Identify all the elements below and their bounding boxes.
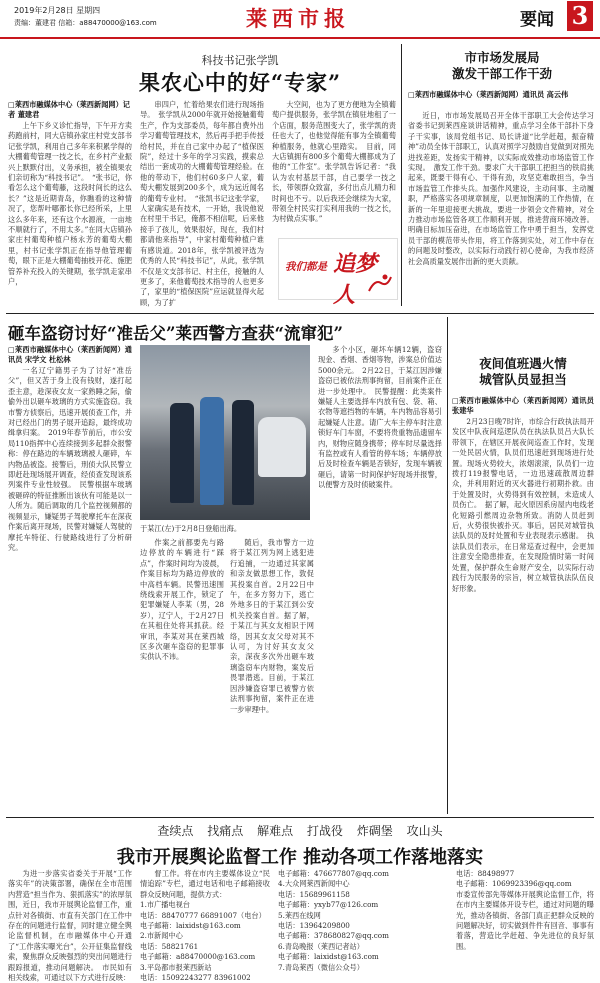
column-divider-2 xyxy=(447,317,448,814)
story3-column-3 xyxy=(230,538,314,813)
story5-column-4 xyxy=(456,869,594,951)
story4-body xyxy=(452,417,594,813)
column-divider xyxy=(401,44,402,306)
masthead-rule xyxy=(0,37,600,39)
contact-line: 电子邮箱：laixidst@163.com xyxy=(140,921,241,931)
contact-line: 电子邮箱：476677807@qq.com xyxy=(278,869,389,878)
story5-text-1: 为进一步落实省委关于开展“工作落实年”的决策部署，确保在全市范围内营造“担当作为、狠抓落实”的浓厚氛围，近日，我市开展舆论监督工作，重点针对各镇街、市直有关部门在工作中存在的问题进行监督，同时建立健全舆论监督机制，在市融媒体中心开通了“工作落实曝光台”，公开征集监督线索，聚焦群众反映强烈的突出问题进行跟踪报道，推动问题解决。 市民如有相关线索，可通过以下方式进行反映： xyxy=(8,869,132,983)
story4-text: 2月23日晚7时许，市综合行政执法局开发区中队夜间巡逻队员在执法队员吕大队长带领下，在辖区开展夜间巡查工作时，发现一处民居火情，队员们迅速赶到现场进行处置。现场火势较大，浓烟滚滚，队员们一边拨打119报警电话，一边迅速疏散周边群众，并利用附近的灭火器进行初期扑救。由于处置及时，火势得到有效控制，未造成人员伤亡。 据了解，起火原因系房屋内电线老化短路引燃周边杂物所致。消防人员赶到后，火势很快被扑灭。事后，居民对城管执法队员的及时处置和专业表现表示感谢。 执法队员们表示，在日常巡查过程中，会更加注意安全隐患排查，在发现险情时第一时间处置，保护群众生命财产安全，以实际行动践行为民服务的宗旨，树立城管执法队伍良好形象。 xyxy=(452,417,594,593)
dream-big-text: 追梦人 xyxy=(333,251,378,308)
section-rule-2 xyxy=(6,817,594,818)
contact-list-a xyxy=(140,900,270,983)
story3-text-2: 作案之前都要先与路边停放的车辆进行“踩点”，作案时间均为凌晨，作案目标均为路边停放的中高档车辆。民警迅速围绕线索开展工作，锁定了犯罪嫌疑人李某（男，28岁），辽宁人，于2月27日在其租住处将其抓获。经审讯，李某对其在莱西城区多次砸车盗窃的犯罪事实供认不讳。 xyxy=(140,538,224,662)
story1-headline: 果农心中的好“专家” xyxy=(138,70,342,95)
story1-text-1: 上午下乡义诊忙指导，下午开方卖药跑前村，同大店镇孙家庄村党支部书记张学凯，利用自己多年来积累学得的大棚葡萄管理一技之长，在乡村产业振兴上默默付出，义务承担，被全镇果农们亲切称为“科技书记”。 “张书记，你看怎么这个葡萄藤，这段时间长的这么长？”这是近期青岛，你瞧看的这种情况了，您帮叶哪都长你已经所采，上里这么多年来，还有这个水源液，一亩地不顺就行了，不用太多。”在同大店镇孙家庄村葡萄种植户杨永芳的葡萄大棚里，村书记张学凯正在指导他管理葡萄，眼下正是大棚葡萄抽枝开花、施肥管养补充投入的关键期，张学凯走家串户， xyxy=(8,121,132,287)
story5-text-2: 督工作。将在市内主要媒体设立“民情追踪”专栏，通过电话和电子邮箱接收群众反映问题，提供方式： xyxy=(140,869,270,899)
runner-figure-icon xyxy=(365,273,393,295)
story3-byline: □莱西市融媒体中心（莱西新闻网）通讯员 宋学文 杜松林 xyxy=(8,345,132,365)
story1-kicker: 科技书记张学凯 xyxy=(201,54,279,67)
slogan-4: 打战役 xyxy=(306,824,343,838)
contact-line: 电子邮箱：a88470000@163.com xyxy=(140,952,256,962)
story3-text-1: 一名辽宁籍男子为了讨好“准岳父”，但又苦于身上没有钱财，遂打起歪主意，趁深夜女友一家熟睡之际，偷偷外出以砸车玻璃的方式实施盗窃。我市警方侦察后，迅速开展侦查工作，并对已经出门的男子展开追踪，最终成功缉拿归案。 2019年春节前后，市公安局110指挥中心连续接到多起群众报警称：停在路边的车辆玻璃被人砸碎，车内物品被盗。接警后，刑侦大队民警立即赶赴现场展开调查，经侦查发现该系列案件专业性较强。 民警根据车玻璃被砸碎的特征推断出该伙有可能是以一人所为。随后调取的几个监控视频都的视频显示，嫌疑男子驾驶摩托车在深夜作案后离开现场，民警对嫌疑人驾驶的摩托车特征、行驶路线进行了分析研究。 xyxy=(8,366,132,552)
slogan-6: 攻山头 xyxy=(406,824,443,838)
slogan-5: 炸碉堡 xyxy=(356,824,393,838)
issue-date: 2019年2月28日 星期四 xyxy=(14,6,101,15)
contact-line: 电话：58821761 xyxy=(140,941,199,951)
story3-headline: 砸车盗窃讨好“准岳父”莱西警方查获“流窜犯” xyxy=(8,324,343,343)
slogan-1: 查续点 xyxy=(157,824,194,838)
story5-slogan xyxy=(0,822,600,839)
police-arrest-photo xyxy=(140,345,310,520)
contact-line: 电子邮箱：378680827@qq.com xyxy=(278,931,389,941)
story1-column-2 xyxy=(140,100,264,309)
story4-headline: 夜间值班遇火情 城管队员显担当 xyxy=(479,356,567,387)
dream-graphic xyxy=(278,238,398,308)
contact-line: 7.青岛莱西（微信公众号） xyxy=(278,962,364,972)
editor-line: 责编：董建君 信箱：a88470000@163.com xyxy=(14,19,157,27)
contact-line: 市委宣传部先等媒体开展舆论监督工作，将在市内主要媒体开设专栏，通过对问题的曝光，推动各镇街、各部门真正把群众反映的问题解决好，切实做到件件有回音、事事有着落，营造比学赶超、争先进位的良好氛围。 xyxy=(456,889,594,951)
page-number-badge: 3 xyxy=(567,1,593,31)
story5-column-1 xyxy=(8,869,132,983)
contact-line: 电子邮箱：laixidst@163.com xyxy=(278,952,379,962)
contact-line: 4.大众网莱西新闻中心 xyxy=(278,879,350,889)
story1-byline: □莱西市融媒体中心（莱西新闻网）记者 董建君 xyxy=(8,100,130,120)
section-title: 要闻 xyxy=(520,10,554,30)
story3-column-1 xyxy=(8,366,132,813)
story5-headline: 我市开展舆论监督工作 推动各项工作落地落实 xyxy=(116,847,484,868)
slogan-2: 找痛点 xyxy=(207,824,244,838)
contact-line: 电话：88498977 xyxy=(456,869,515,878)
story5-column-3 xyxy=(278,869,448,972)
story3-column-4 xyxy=(318,345,442,813)
newspaper-logo: 莱西市报 xyxy=(246,6,350,31)
contact-list-b xyxy=(278,869,448,973)
contact-line: 3.平岛都市报莱西新站 xyxy=(140,962,212,972)
contact-line: 6.青岛晚报（莱西记者站） xyxy=(278,941,364,951)
slogan-3: 解难点 xyxy=(257,824,294,838)
story3-text-4: 多个小区，砸坏车辆12辆，盗窃现金、香烟、香烟等物，涉案总价值达5000余元。 2月22日，于某江因涉嫌盗窃已被依法刑事拘留，目前案件正在进一步处理中。 民警提醒：此类案件嫌疑人主要选择车内放有包、袋、箱、衣物等遮挡物的车辆，车内物品容易引起嫌疑人注意。请广大车主停车时注意锁好车门车窗，不要将贵重物品遗留车内，财物应随身携带；停车时尽量选择有监控或有人看管的停车场；车辆停放后及时检查车辆是否锁好，发现车辆被砸后，请第一时间保护好现场并报警，以便警方及时侦破案件。 xyxy=(318,345,442,490)
contact-line: 电话：15092243277 83961002 xyxy=(140,973,251,983)
contact-line: 电话：13964209800 xyxy=(278,921,350,931)
story2-headline: 市市场发展局 激发干部工作干劲 xyxy=(451,50,552,81)
contact-line: 5.莱西在线网 xyxy=(278,910,321,920)
contact-line: 电子邮箱：yxyb77@126.com xyxy=(278,900,379,910)
contact-line: 2.市新闻中心 xyxy=(140,931,183,941)
contact-line: 电子邮箱：1069923396@qq.com xyxy=(456,879,572,889)
story4-byline: □莱西市融媒体中心（莱西新闻网）通讯员 张建华 xyxy=(452,396,594,416)
story2-text: 近日，市市场发展局召开全体干部职工大会传达学习省委书记到莱西座谈讲话精神，重点学习全体干部扑下身子干实事，该局党组书记、局长讲道“比学赶超，振奋精神”动员全体干部职工，认真对照学习鼓励自觉做到对照先进找差距，发扬实干精神，以实际成效推动市场监管工作实现。 激发工作干劲。要求广大干部职工把担当的铁肩挑起来，既要干得有心、干得有劲，攻坚克难敢担当，争当市场监管工作排头兵。加强作风建设，主动问事、主动履职，严格落实各项规章制度，以更加饱满的工作热情，在新的一年里迎接更大挑战，要进一步领会文件精神，对全力推动市场监管各项工作顺利开展，推进营商环境改善。明确目标加压奋进，在市场监管工作中勇于担当，发挥党员干部的模范带头作用，将工作落到实处，对工作中存在的问题及时整改，以实际行动践行初心使命，为我市经济社会高质量发展作出新的更大贡献。 xyxy=(408,111,594,266)
story2-byline: □莱西市融媒体中心（莱西新闻网）通讯员 高云伟 xyxy=(408,90,569,99)
section-rule-1 xyxy=(6,313,594,314)
story1-text-3: 大空间，也为了更方便地为全镇葡萄户提供服务，张学凯在镇驻地租了一个店面，服务范围变大了，张学凯的责任也大了，也他觉得能有事为全镇葡萄种植服务，他就心里踏实。 目前，同大店镇拥有800多个葡萄大棚都成为了他的“工作室”。张学凯告诉记者：“我认为农村基层干部，自己要学一技之长，带领群众致富，多付出点儿精力和时间也不亏。以后我还会继续为大家，带领全村民实打实利用我的一技之长，为村做点实事。” xyxy=(272,100,396,224)
story1-column-3 xyxy=(272,100,396,228)
story3-text-3: 随后，我市警方一边将于某江列为网上逃犯进行追捕，一边通过其家属和亲友做思想工作，敦促其投案自首。2月22日中午，在多方努力下，逃亡外地多日的于某江到公安机关投案自首。据了解，于某江与其女友相识于网络，因其女友父母对其不认可，为讨好其女友父亲，深夜多次外出砸车玻璃盗窃车内财物，案发后畏罪潜逃。目前，于某江因涉嫌盗窃罪已被警方依法刑事拘留，案件正在进一步审理中。 xyxy=(230,538,314,714)
story1-column-1 xyxy=(8,121,132,309)
contact-list-c xyxy=(456,869,594,952)
contact-line: 电话：15689961158 xyxy=(278,889,350,899)
masthead xyxy=(0,0,600,38)
contact-line: 电话：88470777 66891007（电台） xyxy=(140,910,266,920)
photo-caption: 于某江(左)于2月8日登船出海。 xyxy=(140,524,242,533)
story5-column-2 xyxy=(140,869,270,983)
story1-text-2: 串四户，忙着给果农们进行现场指导。 张学凯从2000年就开始接触葡萄生产，作为支部委员，每年都自费外出学习葡萄管理技术，然后再手把手传授给村民，并在自己家中办起了“植保医院”，经过十多年的学习实践，摸索总结出一套成功的大棚葡萄管理经验。在他的带动下，他们村60多户人家，葡萄大棚发展到200多个，成为远近闻名的葡萄专业村。 “张凯书记这张学家，人家确实是有技术，一开始，我说他说在村里干书记，俺都不相信呢，后来他接手了孩儿，效果很好，现在，我们村都请他来指导”，中家村葡萄种植户谁有感说道。2018年，张学凯被评选为优秀的人民“科技书记”，从此，张学凯不仅是文支部书记、村主任，接触的人更多了，来他葡萄技术指导的人也更多了，家里的“植保医院”应运就显得火起顾，为了扩 xyxy=(140,100,264,307)
story2-body xyxy=(408,111,594,309)
dream-small-text: 我们都是 xyxy=(285,261,327,273)
contact-line: 1.市广播电视台 xyxy=(140,900,190,910)
story3-column-2 xyxy=(140,538,224,813)
